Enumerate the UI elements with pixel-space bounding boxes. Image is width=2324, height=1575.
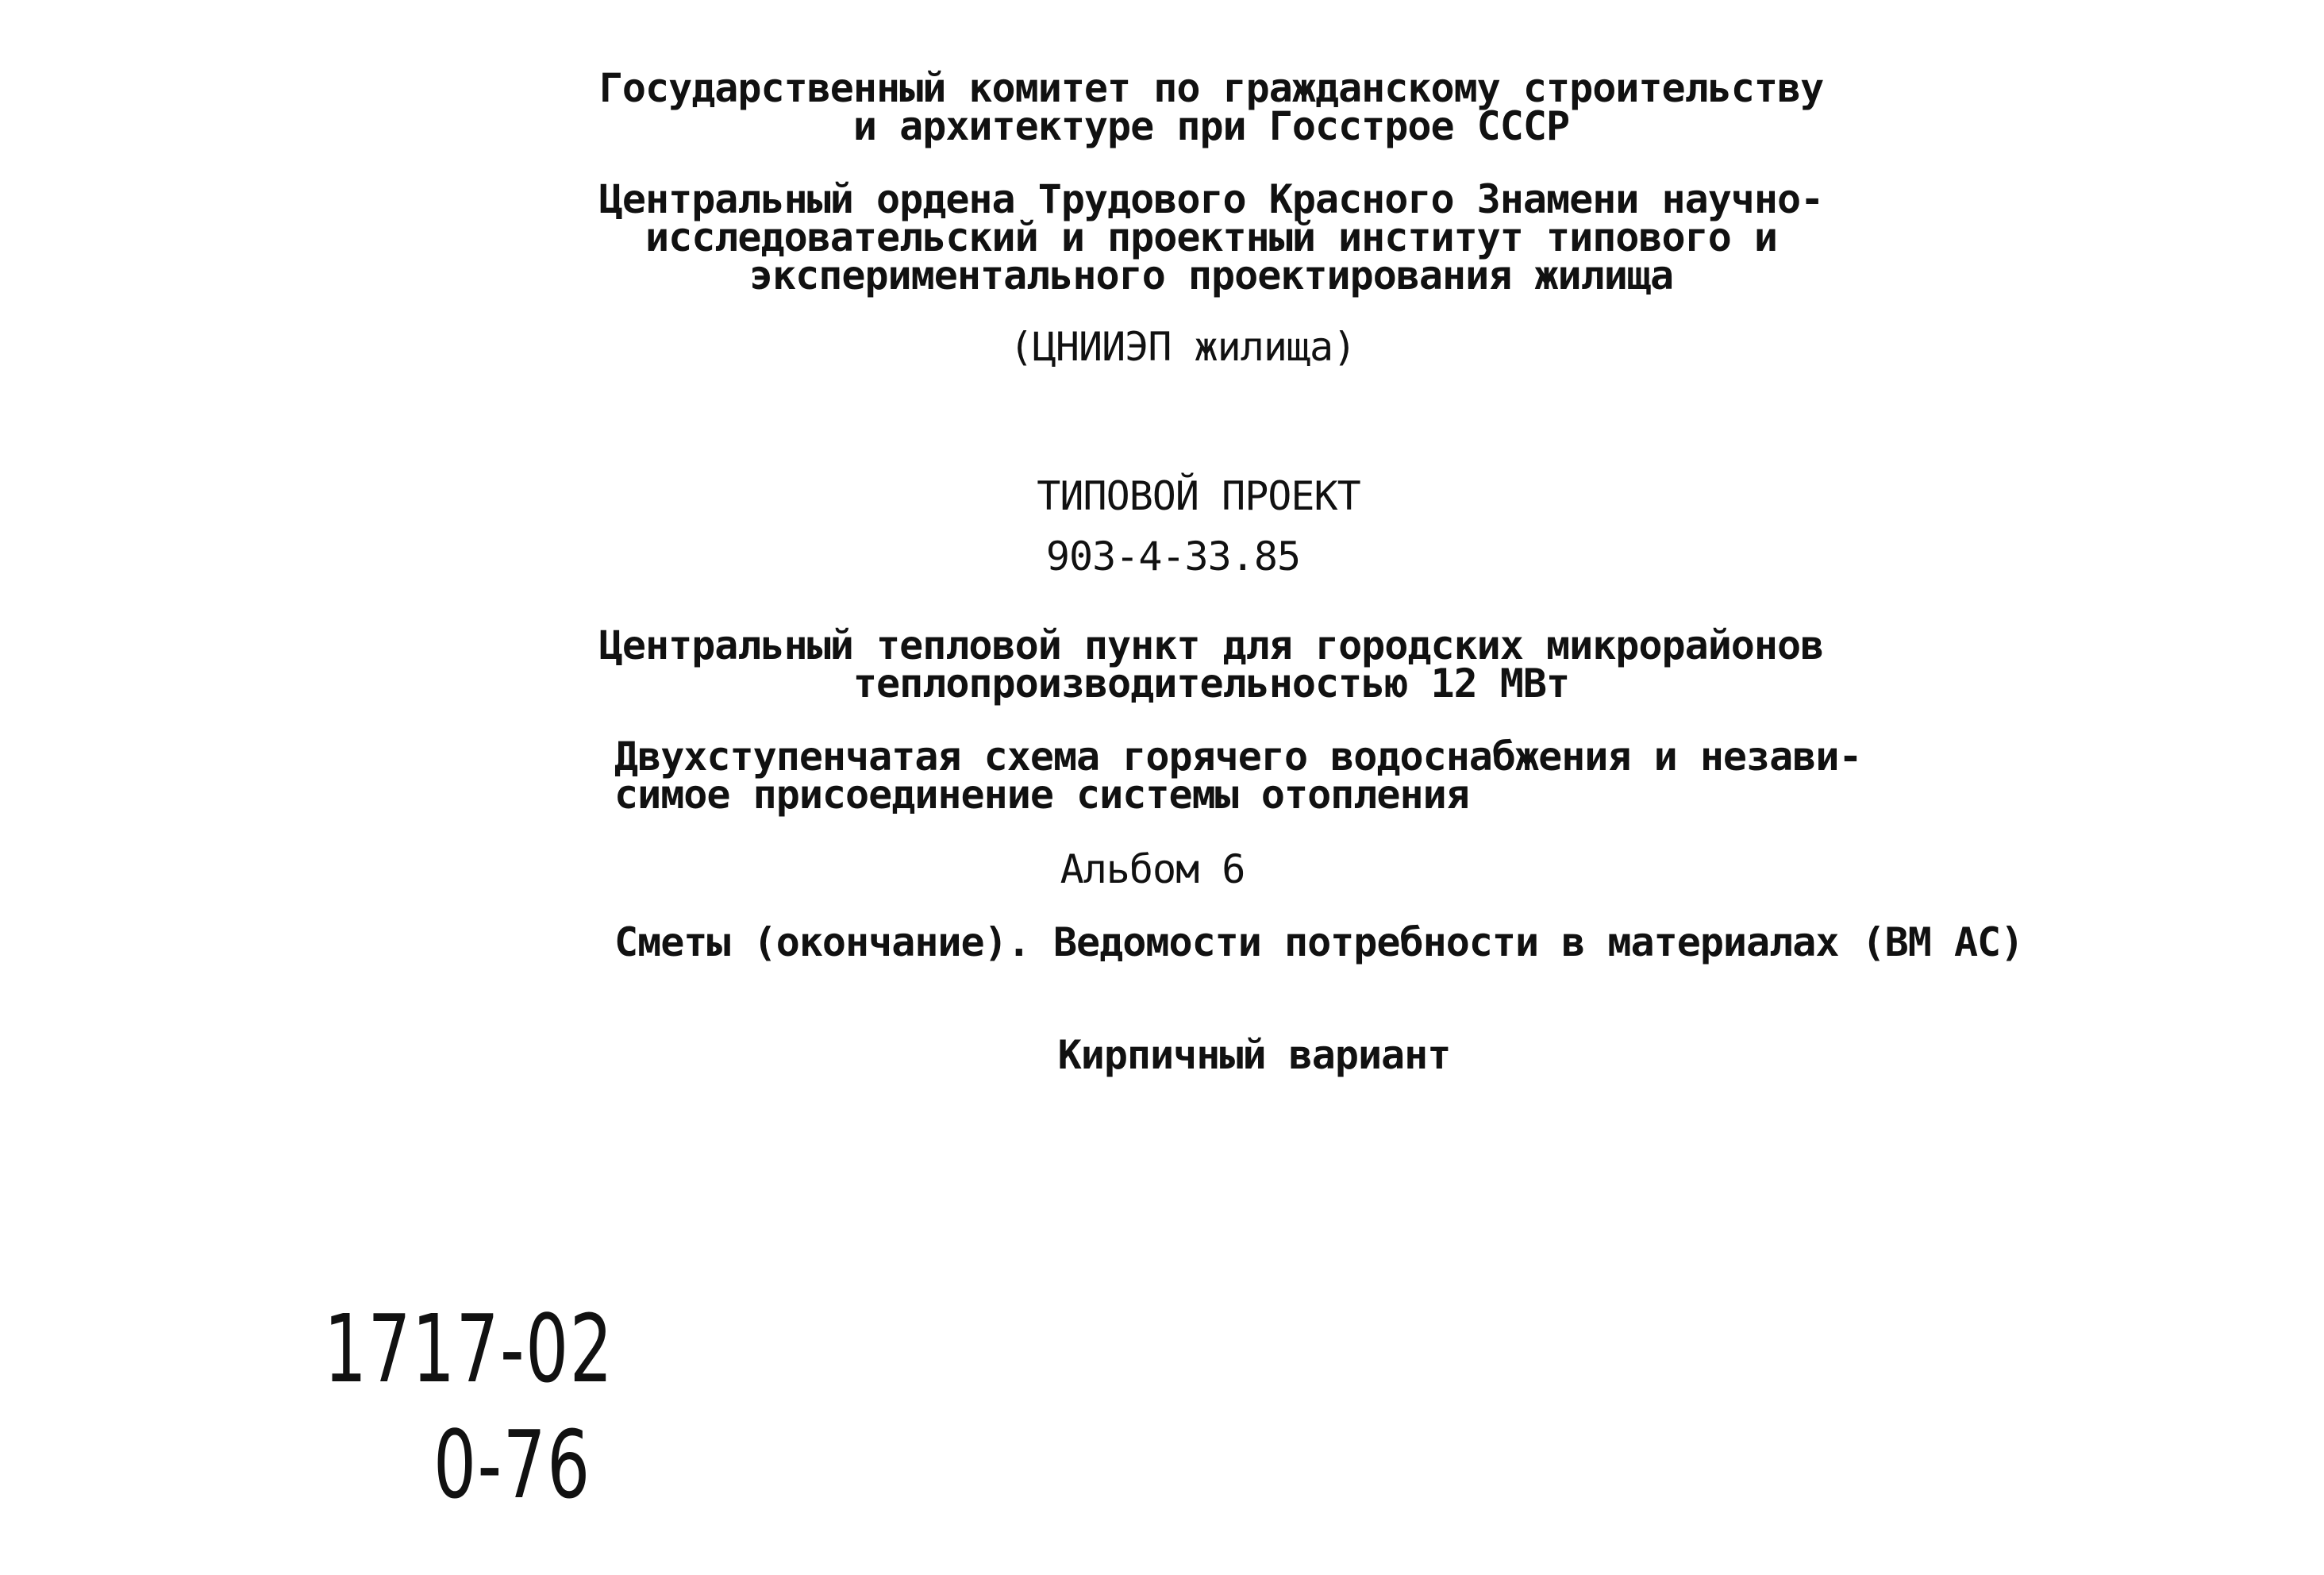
album-contents: Сметы (окончание). Ведомости потребности в материалах (ВМ АС) [614, 919, 2024, 965]
project-title-line-1: Центральный тепловой пункт для городских микрорайонов [598, 622, 1824, 668]
institute-abbreviation: (ЦНИИЭП жилища) [1009, 324, 1356, 370]
project-number: 903-4-33.85 [1045, 533, 1301, 580]
handwritten-code-2: 0-76 [433, 1410, 591, 1519]
variant-label: Кирпичный вариант [1057, 1032, 1451, 1078]
institute-line-3: экспериментального проектирования жилища [748, 252, 1674, 298]
project-type-label: ТИПОВОЙ ПРОЕКТ [1037, 473, 1360, 519]
institute-line-2: исследовательский и проектный институт типового и [644, 214, 1778, 260]
handwritten-code-1: 1717-02 [324, 1294, 614, 1404]
scheme-line-1: Двухступенчатая схема горячего водоснабжения и незави- [614, 734, 1862, 780]
album-label: Альбом 6 [1060, 846, 1245, 892]
committee-line-1: Государственный комитет по гражданскому строительству [598, 65, 1824, 111]
scheme-line-2: симое присоединение системы отопления [614, 772, 1469, 818]
committee-line-2: и архитектуре при Госстрое СССР [852, 103, 1570, 149]
institute-line-1: Центральный ордена Трудового Красного Знамени научно- [598, 176, 1824, 222]
project-title-line-2: теплопроизводительностью 12 МВт [852, 660, 1570, 707]
